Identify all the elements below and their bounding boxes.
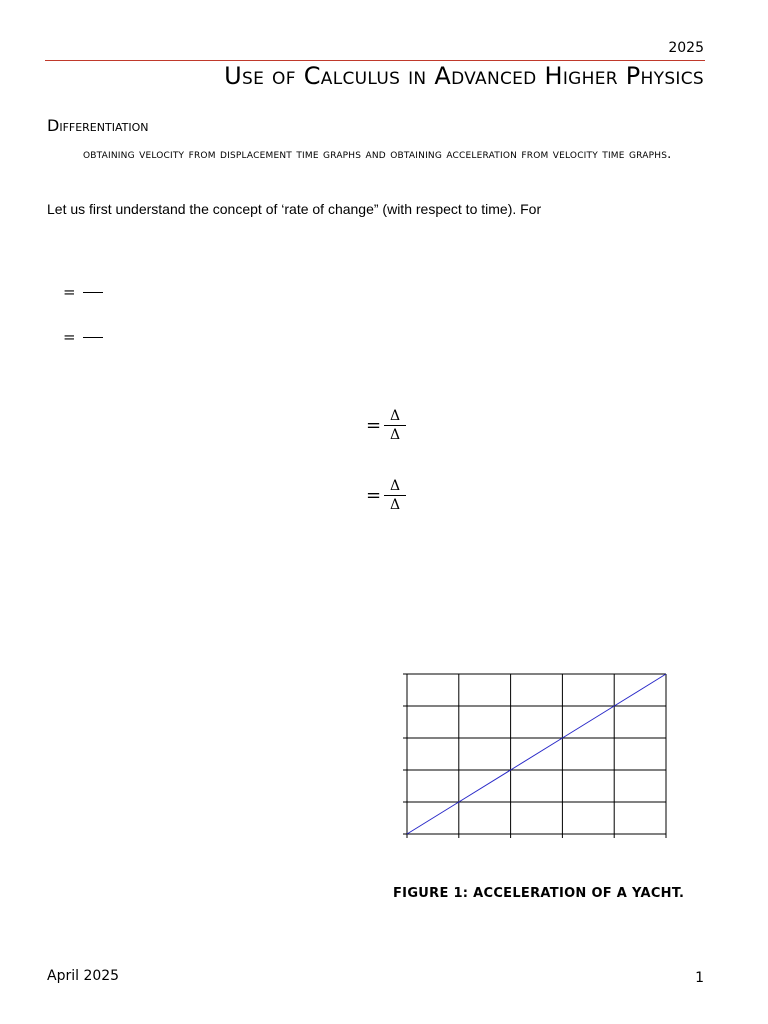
fraction-denominator: Δ	[390, 497, 401, 513]
fraction-numerator: Δ	[390, 478, 401, 494]
series-line	[407, 674, 666, 834]
equation-inline-2	[63, 327, 103, 346]
document-title: Use of Calculus in Advanced Higher Physics	[224, 62, 704, 90]
section-subheading: obtaining velocity from displacement time graphs and obtaining acceleration from velocity time graphs.	[83, 147, 672, 162]
fraction	[384, 478, 406, 513]
body-paragraph: Let us first understand the concept of ‘rate of change” (with respect to time). For	[47, 201, 542, 217]
equation-equals: =	[63, 328, 76, 346]
header-rule	[45, 60, 705, 61]
fraction-bar	[384, 425, 406, 426]
page-number: 1	[695, 970, 704, 986]
fraction-numerator: Δ	[390, 408, 401, 424]
fraction-bar	[83, 292, 103, 293]
equation-equals: =	[366, 485, 382, 506]
equation-equals: =	[63, 283, 76, 301]
equation-display-2	[366, 478, 406, 513]
fraction-denominator: Δ	[390, 427, 401, 443]
fraction-bar	[384, 495, 406, 496]
equation-equals: =	[366, 415, 382, 436]
section-heading: Differentiation	[47, 116, 149, 135]
equation-inline-1	[63, 282, 103, 301]
fraction-bar	[83, 337, 103, 338]
fraction	[384, 408, 406, 443]
figure-caption: FIGURE 1: ACCELERATION OF A YACHT.	[393, 886, 685, 901]
equation-display-1	[366, 408, 406, 443]
velocity-time-chart	[400, 668, 672, 842]
footer-date: April 2025	[47, 968, 120, 984]
header-year: 2025	[668, 40, 704, 56]
